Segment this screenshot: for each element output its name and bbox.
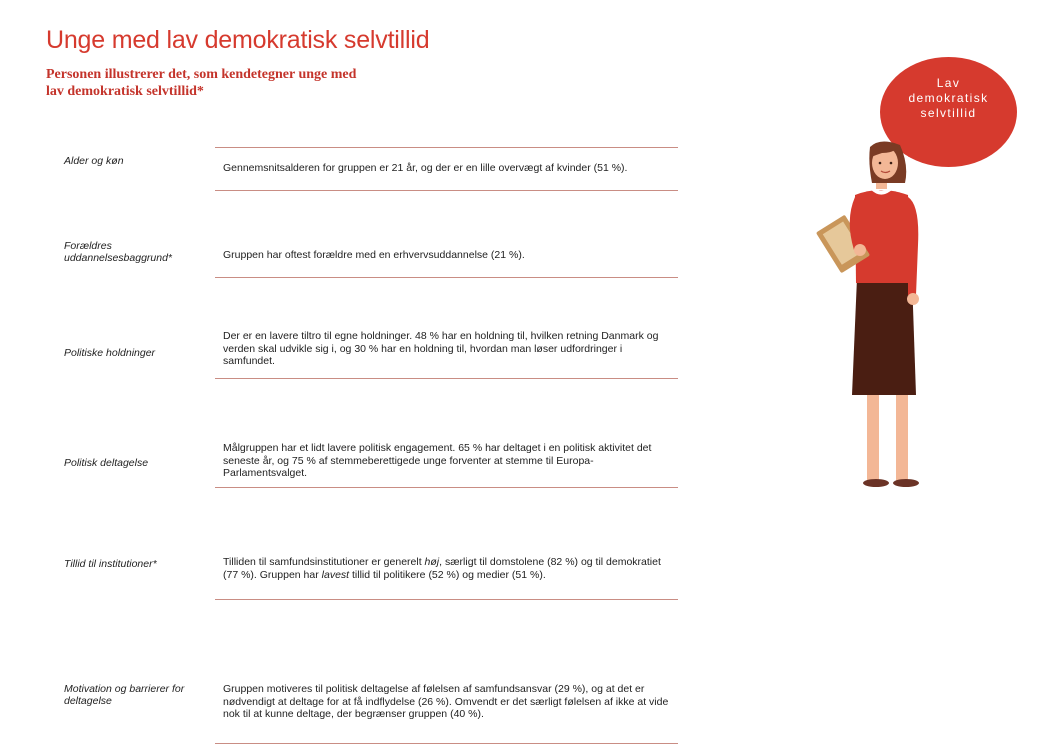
table-row [58,539,680,599]
row-text: Målgruppen har et lidt lavere politisk engagement. 65 % har deltaget i en politisk aktivitet det seneste år, og 75 % af stemmeberettigede unge forventer at stemme til Europa-Parlamentsvalget. [223,442,652,479]
row-text-part: Tilliden til samfundsinstitutioner er generelt [223,556,425,568]
row-cell [215,321,678,379]
table-row [58,435,680,487]
row-text [223,556,672,581]
row-text-emphasis: høj [424,556,440,568]
right-leg [896,395,908,481]
table-row [58,659,680,743]
row-cell [215,539,678,600]
left-hand [854,244,866,256]
row-label: Tillid til institutioner* [64,558,157,570]
row-cell [215,435,678,488]
left-shoe [863,479,889,487]
eye-left [879,162,882,165]
row-label: Alder og køn [64,155,124,167]
row-label: Politisk deltagelse [64,457,149,469]
speech-bubble-line: selvtillid [920,106,977,120]
skirt [852,278,916,395]
speech-bubble-line: Lav [936,76,961,90]
row-text-part: , særligt til domstolene (82 %) og til demokratiet (77 %). Gruppen har [223,556,661,581]
speech-bubble-tail [908,145,932,157]
row-cell [215,233,678,278]
table-row [58,321,680,378]
speech-bubble-text [880,76,1017,121]
person-illustration [810,45,1035,495]
eye-right [890,162,893,165]
table-row [58,147,680,190]
row-label: Politiske holdninger [64,347,156,359]
right-hand [907,293,919,305]
row-label: Motivation og barrierer for deltagelse [64,683,185,707]
row-label: Forældres uddannelsesbaggrund* [64,240,173,264]
row-text: Gruppen har oftest forældre med en erhvervsuddannelse (21 %). [223,249,525,261]
row-text: Gennemsnitsalderen for gruppen er 21 år, og der er en lille overvægt af kvinder (51 %). [223,162,628,174]
row-text: Der er en lavere tiltro til egne holdninger. 48 % har en holdning til, hvilken retning Danmark og verden skal udvikle sig i, og 30 % har en holdning til, hvordan man løser udfordringer i samfundet. [223,330,659,367]
profile-table [58,147,680,720]
page-subtitle: Personen illustrerer det, som kendetegner unge med lav demokratisk selvtillid* [46,67,357,99]
table-row [58,233,680,277]
row-text-part: tillid til politikere (52 %) og medier (51 %). [349,568,546,581]
page-title: Unge med lav demokratisk selvtillid [46,26,430,54]
right-shoe [893,479,919,487]
row-cell [215,659,678,744]
speech-bubble-line: demokratisk [908,91,989,105]
row-cell [215,147,678,191]
row-text-emphasis: lavest [321,568,350,581]
row-text: Gruppen motiveres til politisk deltagelse af følelsen af samfundsansvar (29 %), og at det er nødvendigt at deltage for at få indflydelse (26 %). Omvendt er det særligt følelsen af ikke at vide nok til at kunne deltage, der begrænser gruppen (40 %). [223,683,669,720]
left-leg [867,395,879,481]
